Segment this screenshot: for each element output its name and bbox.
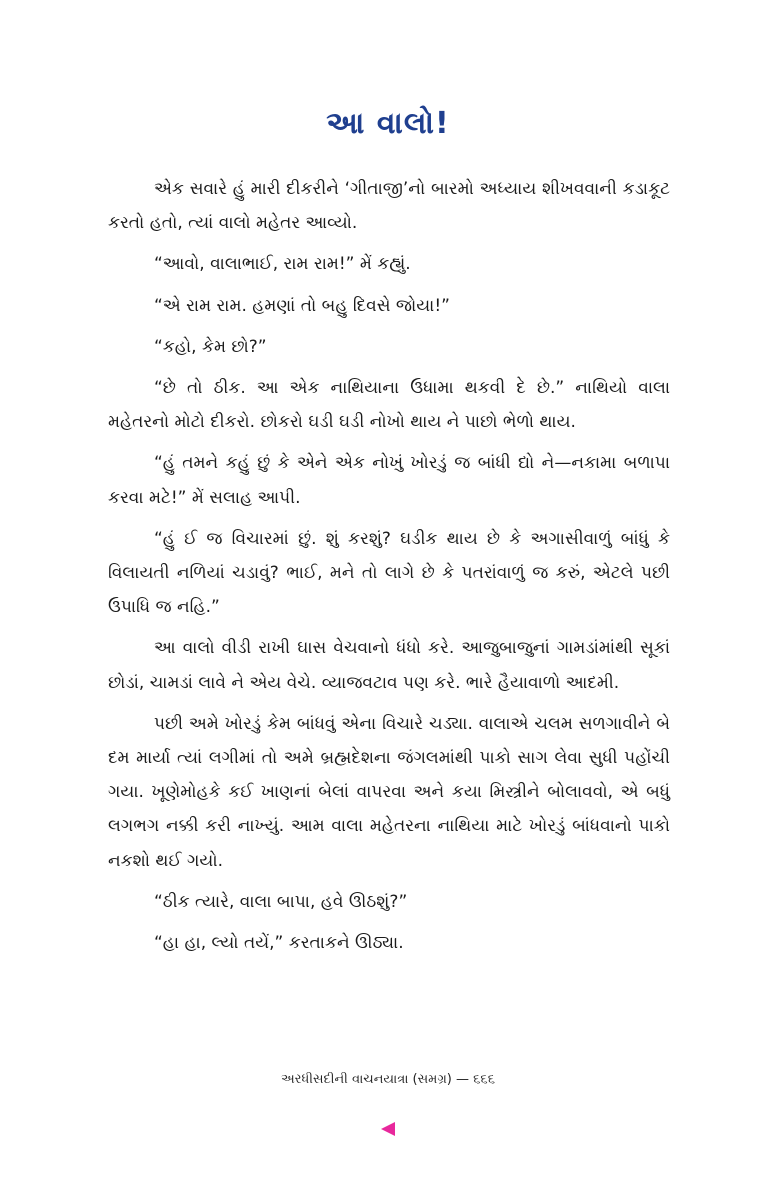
- paragraph: “કહો, કેમ છો?”: [154, 336, 267, 357]
- paragraph: આ વાલો વીડી રાખી ઘાસ વેચવાનો ધંધો કરે. આજુબાજુનાં ગામડાંમાંથી સૂકાં છોડાં, ચામડાં લાવે ને એય વેચે. વ્યાજવટાવ પણ કરે. ભારે હૈયાવાળો આદમી.: [108, 638, 670, 693]
- paragraph: એક સવારે હું મારી દીકરીને ‘ગીતાજી’નો બારમો અધ્યાય શીખવવાની કડાકૂટ કરતો હતો, ત્યાં વાલો મહેતર આવ્યો.: [108, 179, 670, 234]
- prev-page-arrow[interactable]: [381, 1122, 395, 1136]
- paragraph: “હા હા, લ્યો તયેં,” કરતાકને ઊઠ્યા.: [154, 933, 404, 954]
- paragraph: “આવો, વાલાભાઈ, રામ રામ!” મેં કહ્યું.: [154, 254, 411, 275]
- paragraph: “છે તો ઠીક. આ એક નાથિયાના ઉધામા થકવી દે છે.” નાથિયો વાલા મહેતરનો મોટો દીકરો. છોકરો ઘડી ઘડી નોખો થાય ને પાછો ભેળો થાય.: [108, 378, 670, 433]
- paragraph: “હું તમને કહું છું કે એને એક નોખું ખોરડું જ બાંધી દ્યો ને—નકામા બળાપા કરવા મટે!” મેં સલાહ આપી.: [108, 453, 670, 508]
- paragraph: પછી અમે ખોરડું કેમ બાંધવું એના વિચારે ચડ્યા. વાલાએ ચલમ સળગાવીને બે દમ માર્યા ત્યાં લગીમાં તો અમે બ્રહ્મદેશના જંગલમાંથી પાકો સાગ લેવા સુધી પહોંચી ગયા. ખૂણેમોહકે કઈ ખાણનાં બેલાં વાપરવા અને કયા મિસ્ત્રીને બોલાવવો, એ બધું લગભગ નક્કી કરી નાખ્યું. આમ વાલા મહેતરના નાથિયા માટે ખોરડું બાંધવાનો પાકો નકશો થઈ ગયો.: [108, 713, 670, 871]
- paragraph: “હું ઈ જ વિચારમાં છું. શું કરશું? ઘડીક થાય છે કે અગાસીવાળું બાંધું કે વિલાયતી નળિયાં ચડાવું? ભાઈ, મને તો લાગે છે કે પતરાંવાળું જ કરું, એટલે પછી ઉપાધિ જ નહિ.”: [108, 528, 670, 618]
- paragraph: “એ રામ રામ. હમણાં તો બહુ દિવસે જોયા!”: [154, 295, 450, 316]
- paragraph: “ઠીક ત્યારે, વાલા બાપા, હવે ઊઠશું?”: [154, 891, 408, 912]
- page-title: આ વાલો!: [326, 106, 450, 141]
- article-body: [108, 172, 670, 967]
- page-footer: અરધીસદીની વાચનયાત્રા (સમગ્ર) — ૬૬૬: [281, 1072, 495, 1087]
- left-triangle-icon[interactable]: [377, 1118, 399, 1140]
